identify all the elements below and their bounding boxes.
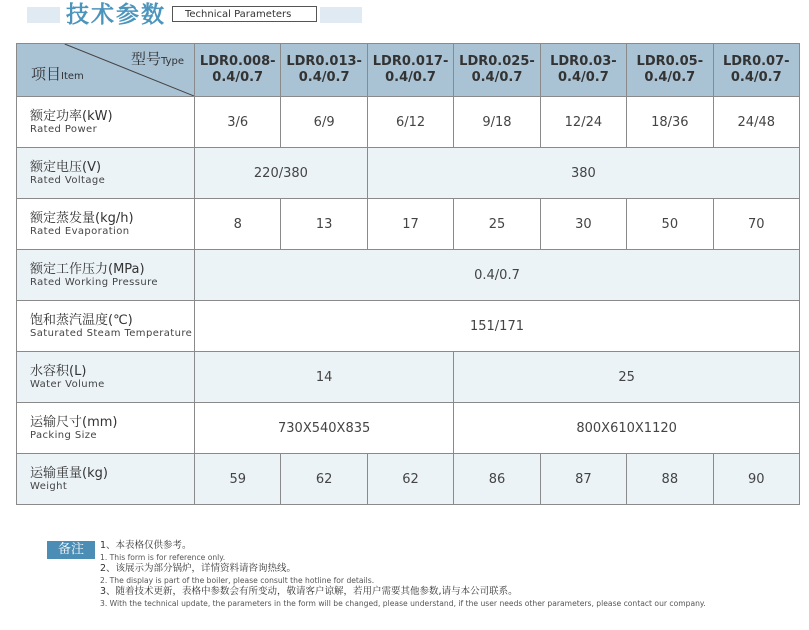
row-label — [17, 199, 195, 250]
model-header-1 — [195, 44, 281, 97]
row-label-en: Rated Power — [30, 124, 98, 135]
row-label-cn: 额定功率(kW) — [30, 109, 113, 124]
table-cell: 380 — [367, 148, 799, 199]
table-row — [17, 148, 800, 199]
table-cell: 800X610X1120 — [454, 403, 800, 454]
model-header-4 — [454, 44, 540, 97]
table-cell: 17 — [367, 199, 453, 250]
model-name-part: LDR0.03- — [550, 54, 617, 69]
row-label — [17, 454, 195, 505]
model-name-part: 0.4/0.7 — [298, 70, 350, 85]
header-decor-right — [320, 7, 362, 23]
table-cell: 30 — [540, 199, 626, 250]
table-cell: 13 — [281, 199, 367, 250]
model-name-part: 0.4/0.7 — [212, 70, 264, 85]
table-cell: 730X540X835 — [195, 403, 454, 454]
note-line-en: 2. The display is part of the boiler, please consult the hotline for details. — [100, 575, 375, 585]
row-label — [17, 97, 195, 148]
table-cell: 12/24 — [540, 97, 626, 148]
row-label — [17, 250, 195, 301]
model-name-part: 0.4/0.7 — [385, 70, 436, 85]
model-name-part: 0.4/0.7 — [557, 70, 609, 85]
table-row — [17, 97, 800, 148]
row-label-cn: 额定工作压力(MPa) — [30, 262, 145, 277]
row-label-en: Rated Evaporation — [30, 226, 130, 237]
table-row — [17, 403, 800, 454]
model-name-part: 0.4/0.7 — [471, 70, 523, 85]
model-header-7 — [713, 44, 799, 97]
note-line-cn: 2、该展示为部分锅炉，详情资料请咨询热线。 — [100, 563, 297, 575]
row-label-en: Rated Working Pressure — [30, 277, 158, 288]
table-cell: 70 — [713, 199, 799, 250]
row-label-en: Packing Size — [30, 430, 97, 441]
model-header-3 — [367, 44, 453, 97]
table-cell: 90 — [713, 454, 799, 505]
corner-type-label: 型号Type — [131, 50, 184, 68]
model-header-6 — [627, 44, 713, 97]
row-label-en: Rated Voltage — [30, 175, 106, 186]
table-cell: 8 — [195, 199, 281, 250]
row-label-cn: 额定蒸发量(kg/h) — [30, 211, 134, 226]
table-row — [17, 250, 800, 301]
notes-badge: 备注 — [47, 541, 95, 559]
model-name-part: LDR0.07- — [722, 54, 790, 69]
row-label — [17, 301, 195, 352]
table-row — [17, 454, 800, 505]
table-cell: 62 — [367, 454, 453, 505]
table-cell: 0.4/0.7 — [195, 250, 800, 301]
row-label-en: Saturated Steam Temperature — [30, 328, 193, 339]
table-cell: 62 — [281, 454, 367, 505]
model-name-part: 0.4/0.7 — [730, 70, 782, 85]
table-cell: 151/171 — [195, 301, 800, 352]
row-label-cn: 额定电压(V) — [30, 160, 102, 175]
note-line-cn: 3、随着技术更新，表格中参数会有所变动，敬请客户谅解，若用户需要其他参数,请与本公司联系。 — [100, 586, 518, 598]
row-label — [17, 148, 195, 199]
model-header-2 — [281, 44, 367, 97]
table-cell: 6/9 — [281, 97, 367, 148]
notes-list — [100, 540, 706, 610]
table-cell: 220/380 — [195, 148, 368, 199]
model-header-5 — [540, 44, 626, 97]
table-cell: 25 — [454, 352, 800, 403]
spec-table — [16, 43, 800, 505]
model-name-part: 0.4/0.7 — [644, 70, 696, 85]
row-label-cn: 饱和蒸汽温度(℃) — [30, 313, 133, 328]
note-line-cn: 1、本表格仅供参考。 — [100, 540, 192, 551]
table-cell: 24/48 — [713, 97, 799, 148]
page-subtitle: Technical Parameters — [172, 6, 317, 22]
row-label-cn: 运输重量(kg) — [30, 466, 108, 481]
table-header-row — [17, 44, 800, 97]
model-name-part: LDR0.008- — [199, 54, 276, 69]
row-label — [17, 403, 195, 454]
table-body — [17, 97, 800, 505]
note-line-en: 1. This form is for reference only. — [100, 552, 226, 562]
table-row — [17, 301, 800, 352]
table-cell: 9/18 — [454, 97, 540, 148]
model-name-part: LDR0.05- — [636, 54, 704, 69]
note-line-en: 3. With the technical update, the parameters in the form will be changed, please understand, if the user needs other parameters, please contact our company. — [100, 598, 706, 608]
row-label-en: Weight — [30, 481, 68, 492]
table-cell: 88 — [627, 454, 713, 505]
table-row — [17, 199, 800, 250]
row-label-cn: 运输尺寸(mm) — [30, 415, 118, 430]
table-cell: 14 — [195, 352, 454, 403]
header-decor-left — [27, 7, 60, 23]
row-label — [17, 352, 195, 403]
row-label-en: Water Volume — [30, 379, 105, 390]
corner-header — [17, 44, 195, 97]
table-cell: 3/6 — [195, 97, 281, 148]
corner-item-label: 项目Item — [31, 65, 84, 83]
table-cell: 25 — [454, 199, 540, 250]
table-cell: 6/12 — [367, 97, 453, 148]
model-name-part: LDR0.017- — [372, 54, 449, 69]
table-cell: 50 — [627, 199, 713, 250]
table-cell: 87 — [540, 454, 626, 505]
row-label-cn: 水容积(L) — [30, 364, 87, 379]
model-name-part: LDR0.025- — [459, 54, 535, 69]
table-cell: 86 — [454, 454, 540, 505]
table-cell: 59 — [195, 454, 281, 505]
table-row — [17, 352, 800, 403]
table-cell: 18/36 — [627, 97, 713, 148]
model-name-part: LDR0.013- — [286, 54, 362, 69]
page-title: 技术参数 — [66, 2, 166, 28]
